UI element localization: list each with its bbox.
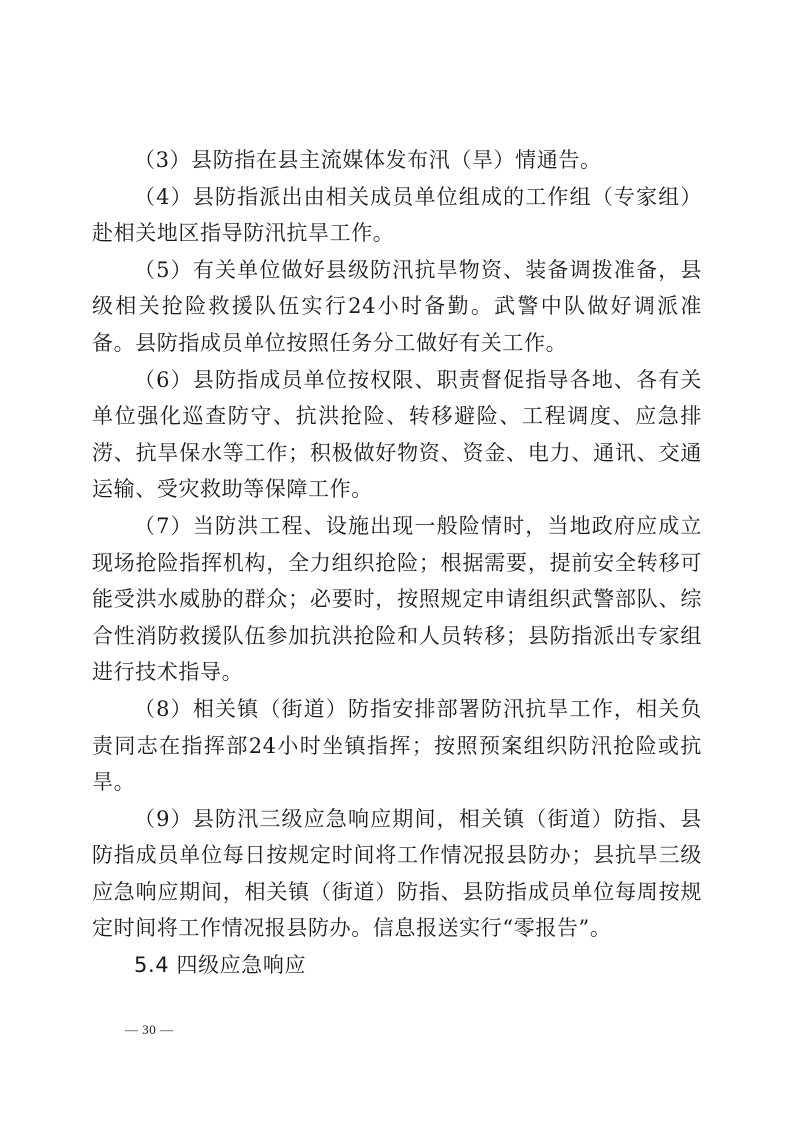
- paragraph-item-9: （9）县防汛三级应急响应期间，相关镇（街道）防指、县防指成员单位每日按规定时间将工作情况报县防办；县抗旱三级应急响应期间，相关镇（街道）防指、县防指成员单位每周按规定时间将工作情况报县防办。信息报送实行“零报告”。: [92, 806, 702, 941]
- paragraph-item-5: （5）有关单位做好县级防汛抗旱物资、装备调拨准备，县级相关抢险救援队伍实行24小时备勤。武警中队做好调派准备。县防指成员单位按照任务分工做好有关工作。: [92, 257, 702, 355]
- paragraph-item-3: （3）县防指在县主流媒体发布汛（旱）情通告。: [134, 148, 602, 172]
- paragraph-item-8: （8）相关镇（街道）防指安排部署防汛抗旱工作，相关负责同志在指挥部24小时坐镇指挥；按照预案组织防汛抢险或抗旱。: [92, 696, 702, 795]
- paragraph-item-6: （6）县防指成员单位按权限、职责督促指导各地、各有关单位强化巡查防守、抗洪抢险、转移避险、工程调度、应急排涝、抗旱保水等工作；积极做好物资、资金、电力、通讯、交通运输、受灾救助等保障工作。: [92, 367, 702, 502]
- document-body: [92, 142, 702, 984]
- paragraph-item-7: （7）当防洪工程、设施出现一般险情时，当地政府应成立现场抢险指挥机构，全力组织抢险；根据需要，提前安全转移可能受洪水威胁的群众；必要时，按照规定申请组织武警部队、综合性消防救援队伍参加抗洪抢险和人员转移；县防指派出专家组进行技术指导。: [92, 513, 702, 685]
- page-number: — 30 —: [125, 1022, 174, 1037]
- section-heading: 5.4 四级应急响应: [134, 953, 307, 978]
- paragraph-item-4: （4）县防指派出由相关成员单位组成的工作组（专家组）赴相关地区指导防汛抗旱工作。: [92, 184, 702, 246]
